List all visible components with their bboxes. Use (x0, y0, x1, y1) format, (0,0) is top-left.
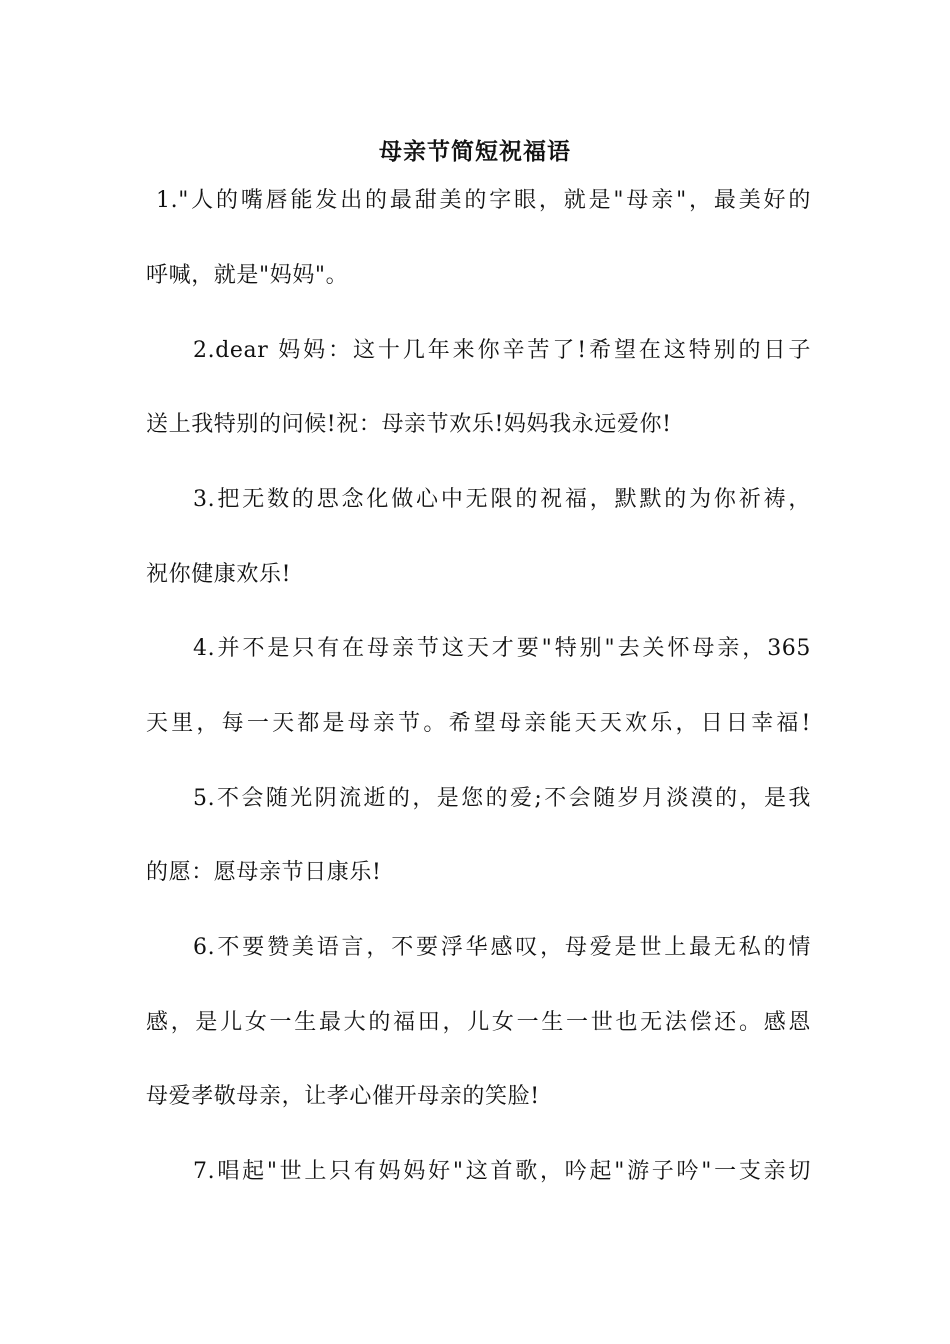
paragraph-5-line-1: 5.不会随光阴流逝的，是您的爱;不会随岁月淡漠的，是我 (193, 786, 811, 811)
paragraph-1-line-2: 呼喊，就是"妈妈"。 (146, 263, 349, 288)
paragraph-2-line-1: 2.dear 妈妈：这十几年来你辛苦了!希望在这特别的日子 (193, 338, 811, 363)
paragraph-2-line-2: 送上我特别的问候!祝：母亲节欢乐!妈妈我永远爱你! (146, 412, 672, 437)
paragraph-3-line-2: 祝你健康欢乐! (146, 562, 292, 587)
paragraph-6-line-1: 6.不要赞美语言，不要浮华感叹，母爱是世上最无私的情 (193, 935, 811, 960)
paragraph-5-line-2: 的愿：愿母亲节日康乐! (146, 860, 382, 885)
document-title: 母亲节简短祝福语 (379, 138, 571, 165)
paragraph-6-line-3: 母爱孝敬母亲，让孝心催开母亲的笑脸! (146, 1084, 540, 1109)
paragraph-3-line-1: 3.把无数的思念化做心中无限的祝福，默默的为你祈祷， (193, 487, 811, 512)
paragraph-6-line-2: 感，是儿女一生最大的福田，儿女一生一世也无法偿还。感恩 (146, 1010, 811, 1035)
paragraph-1-line-1: 1."人的嘴唇能发出的最甜美的字眼，就是"母亲"，最美好的 (156, 188, 811, 213)
paragraph-4-line-1: 4.并不是只有在母亲节这天才要"特别"去关怀母亲，365 (193, 636, 811, 661)
paragraph-4-line-2: 天里，每一天都是母亲节。希望母亲能天天欢乐，日日幸福! (146, 711, 811, 736)
paragraph-7-line-1: 7.唱起"世上只有妈妈好"这首歌，吟起"游子吟"一支亲切 (193, 1159, 811, 1184)
